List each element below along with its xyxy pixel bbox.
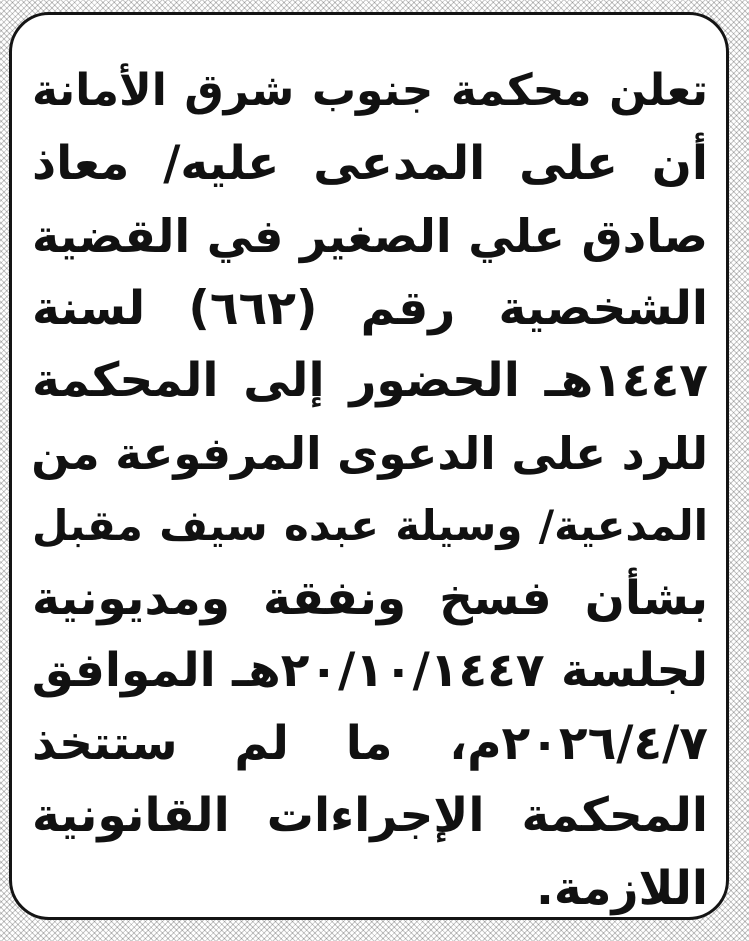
notice-line: لجلسة ٢٠/١٠/١٤٤٧هـ الموافق xyxy=(31,643,708,698)
notice-line: المدعية/ وسيلة عبده سيف مقبل xyxy=(32,501,708,550)
notice-line: بشأن فسخ ونفقة ومديونية xyxy=(32,570,708,626)
notice-line: للرد على الدعوى المرفوعة من xyxy=(31,426,708,480)
notice-line: الشخصية رقم (٦٦٢) لسنة xyxy=(32,280,708,336)
notice-text xyxy=(32,55,708,920)
notice-line: صادق علي الصغير في القضية xyxy=(32,209,708,263)
notice-line: اللازمة. xyxy=(536,860,708,916)
notice-line: ٢٠٢٦/٤/٧م، ما لم ستتخذ xyxy=(32,715,708,771)
notice-box xyxy=(9,12,729,920)
notice-line: ١٤٤٧هـ الحضور إلى المحكمة xyxy=(32,353,708,408)
notice-line: المحكمة الإجراءات القانونية xyxy=(32,788,708,843)
notice-line: أن على المدعى عليه/ معاذ xyxy=(32,135,708,191)
notice-line: تعلن محكمة جنوب شرق الأمانة xyxy=(32,65,708,116)
